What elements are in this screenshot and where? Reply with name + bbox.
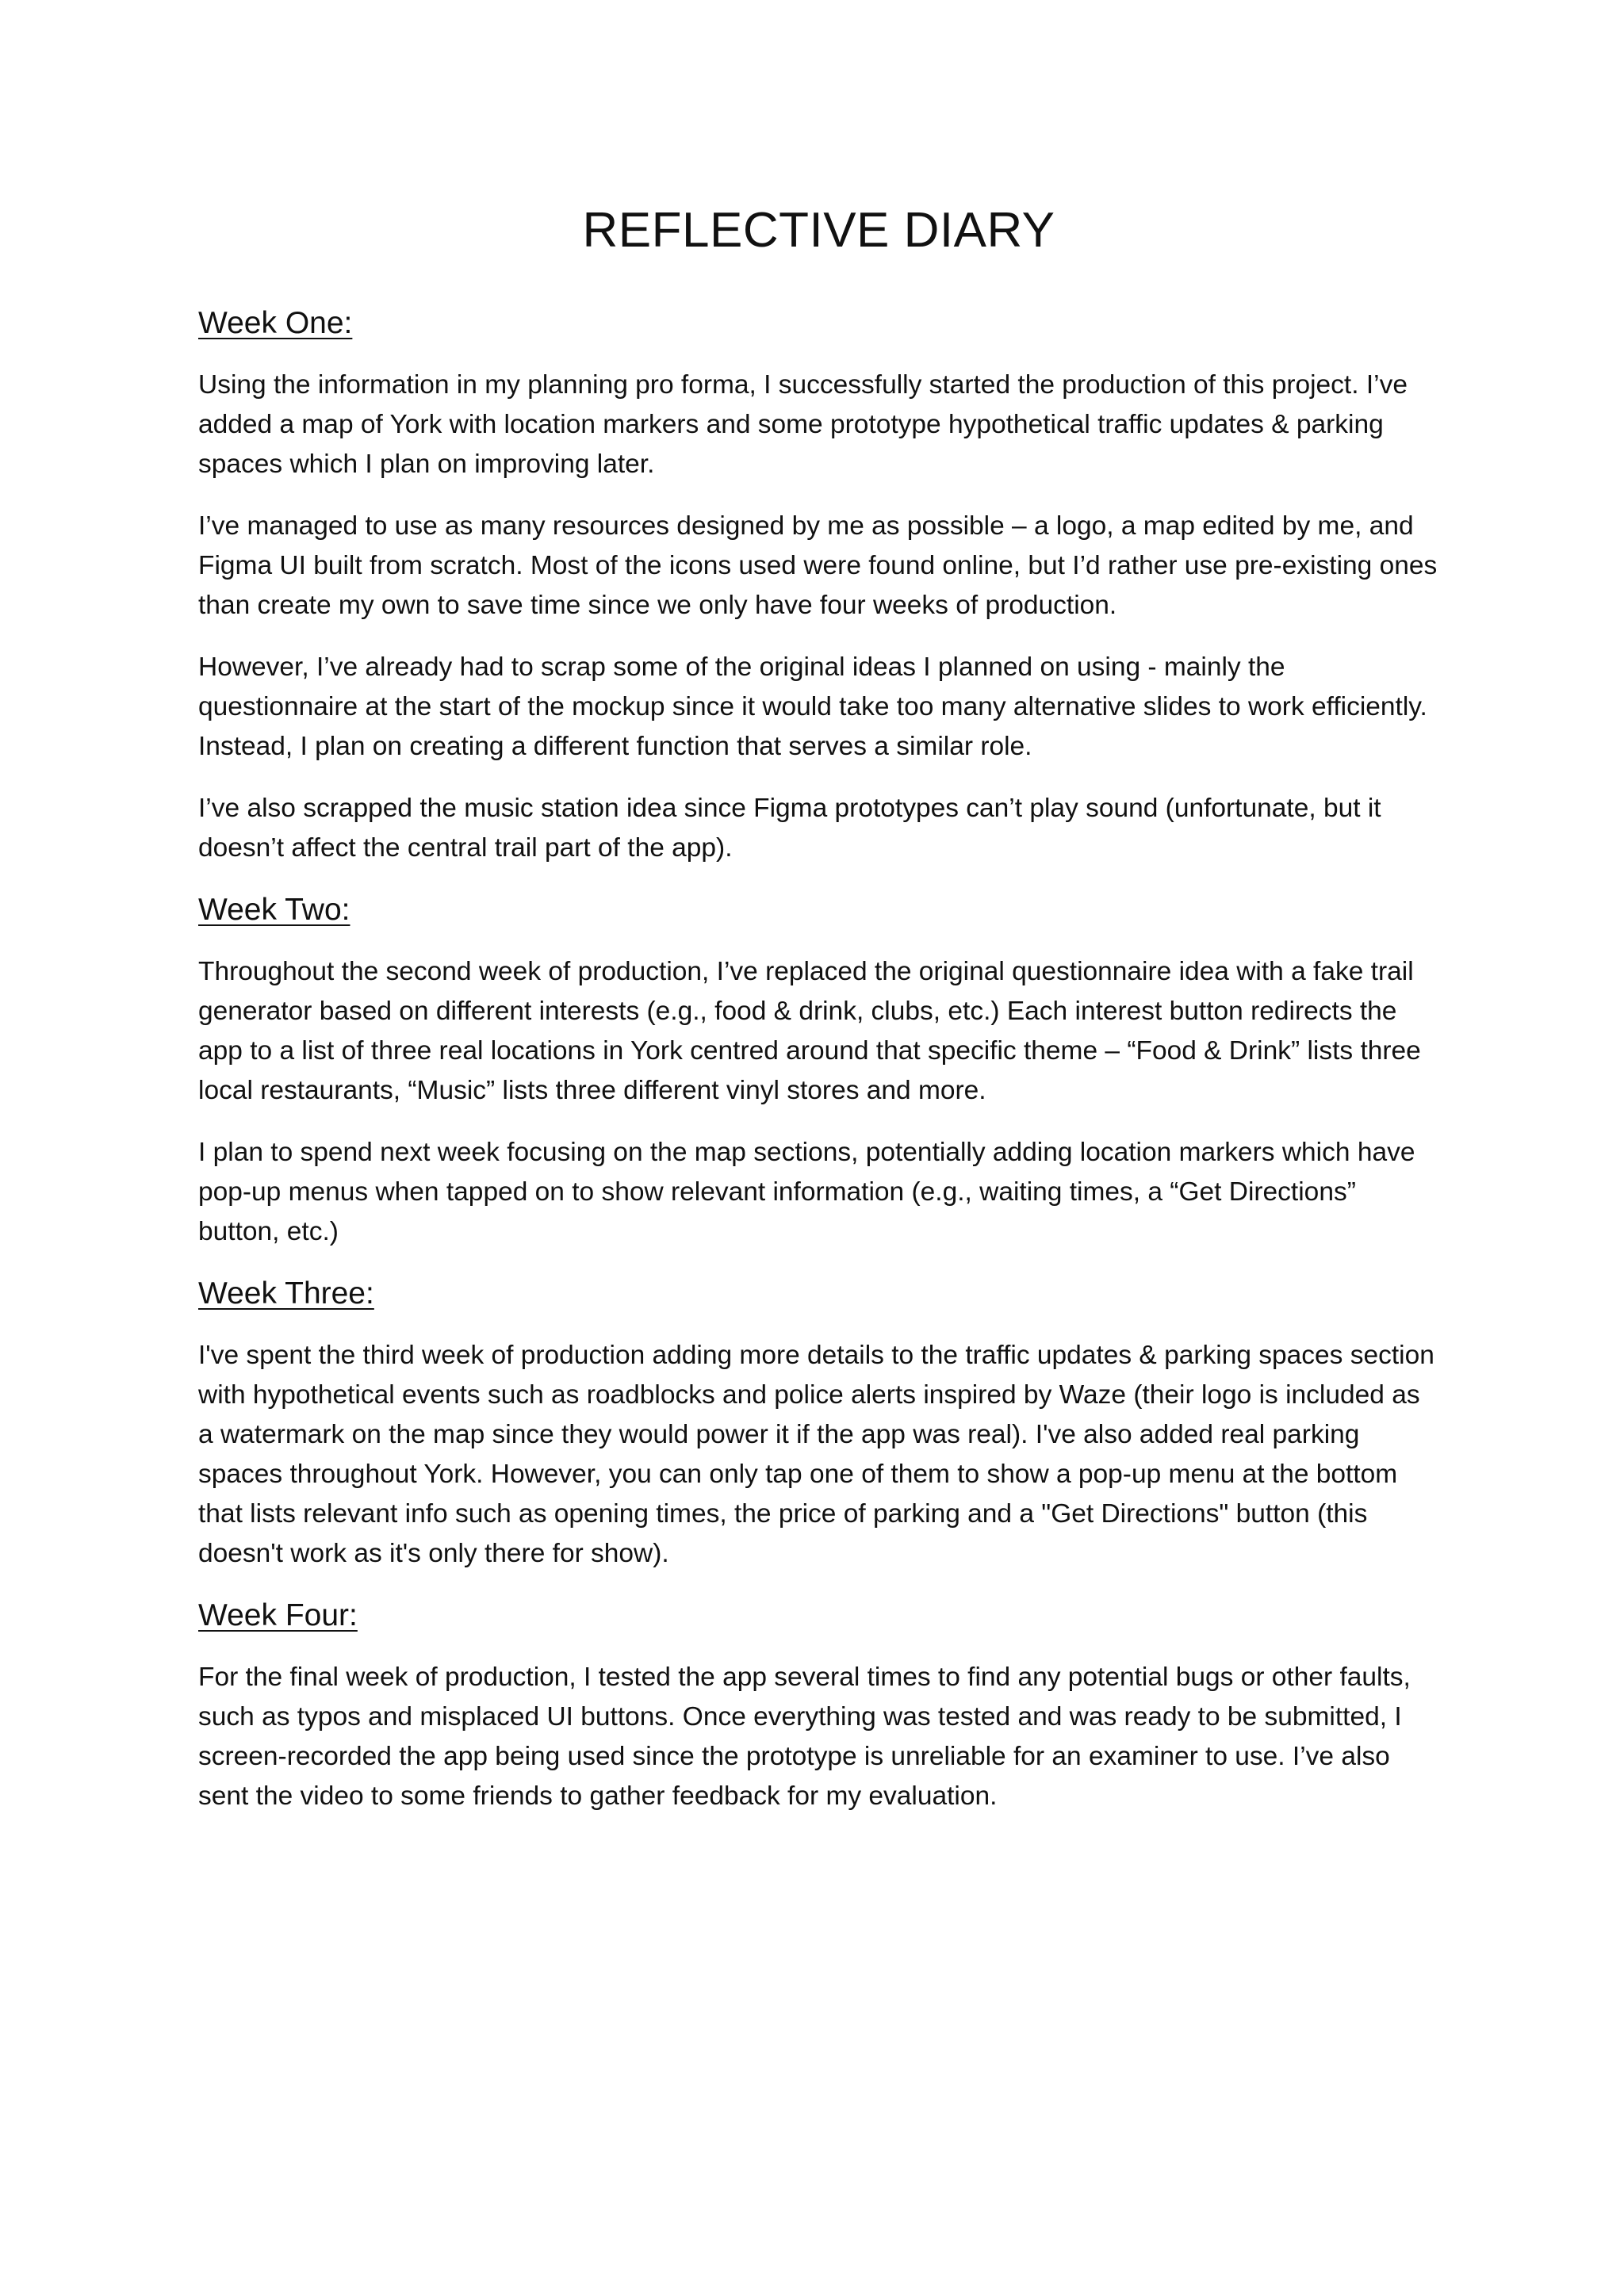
paragraph: Throughout the second week of production, I’ve replaced the original questionnaire idea with a fake trail generator based on different interests (e.g., food & drink, clubs, etc.) Each interest button redirects the app to a list of three real locations in York centred around that specific theme – “Food & Drink” lists three local restaurants, “Music” lists three different vinyl stores and more. [198,957,1421,1105]
section-heading: Week Three: [198,1276,374,1311]
section-week-two [198,890,1439,1274]
document-title: REFLECTIVE DIARY [582,203,1055,258]
paragraph: I’ve also scrapped the music station idea since Figma prototypes can’t play sound (unfortunate, but it doesn’t affect the central trail part of the app). [198,794,1381,863]
section-week-four [198,1596,1439,1816]
paragraph: Using the information in my planning pro forma, I successfully started the production of this project. I’ve added a map of York with location markers and some prototype hypothetical traffic updates & parking spaces which I plan on improving later. [198,370,1408,479]
section-heading: Week Four: [198,1598,358,1632]
section-week-one [198,304,1439,890]
paragraph: However, I’ve already had to scrap some of the original ideas I planned on using - mainly the questionnaire at the start of the mockup since it would take too many alternative slides to work efficiently. Instead, I plan on creating a different function that serves a similar role. [198,652,1427,761]
section-heading: Week Two: [198,893,350,927]
document-page [198,0,1439,1816]
paragraph: I've spent the third week of production adding more details to the traffic updates & parking spaces section with hypothetical events such as roadblocks and police alerts inspired by Waze (their logo is included as a watermark on the map since they would power it if the app was real). I've also added real parking spaces throughout York. However, you can only tap one of them to show a pop-up menu at the bottom that lists relevant info such as opening times, the price of parking and a "Get Directions" button (this doesn't work as it's only there for show). [198,1341,1434,1568]
section-heading: Week One: [198,306,353,340]
section-week-three [198,1274,1439,1596]
paragraph: I’ve managed to use as many resources designed by me as possible – a logo, a map edited by me, and Figma UI built from scratch. Most of the icons used were found online, but I’d rather use pre-existing ones than create my own to save time since we only have four weeks of production. [198,511,1438,620]
paragraph: For the final week of production, I tested the app several times to find any potential bugs or other faults, such as typos and misplaced UI buttons. Once everything was tested and was ready to be submitted, I screen-recorded the app being used since the prototype is unreliable for an examiner to use. I’ve also sent the video to some friends to gather feedback for my evaluation. [198,1663,1411,1811]
paragraph: I plan to spend next week focusing on the map sections, potentially adding location markers which have pop-up menus when tapped on to show relevant information (e.g., waiting times, a “Get Directions” button, etc.) [198,1138,1415,1246]
